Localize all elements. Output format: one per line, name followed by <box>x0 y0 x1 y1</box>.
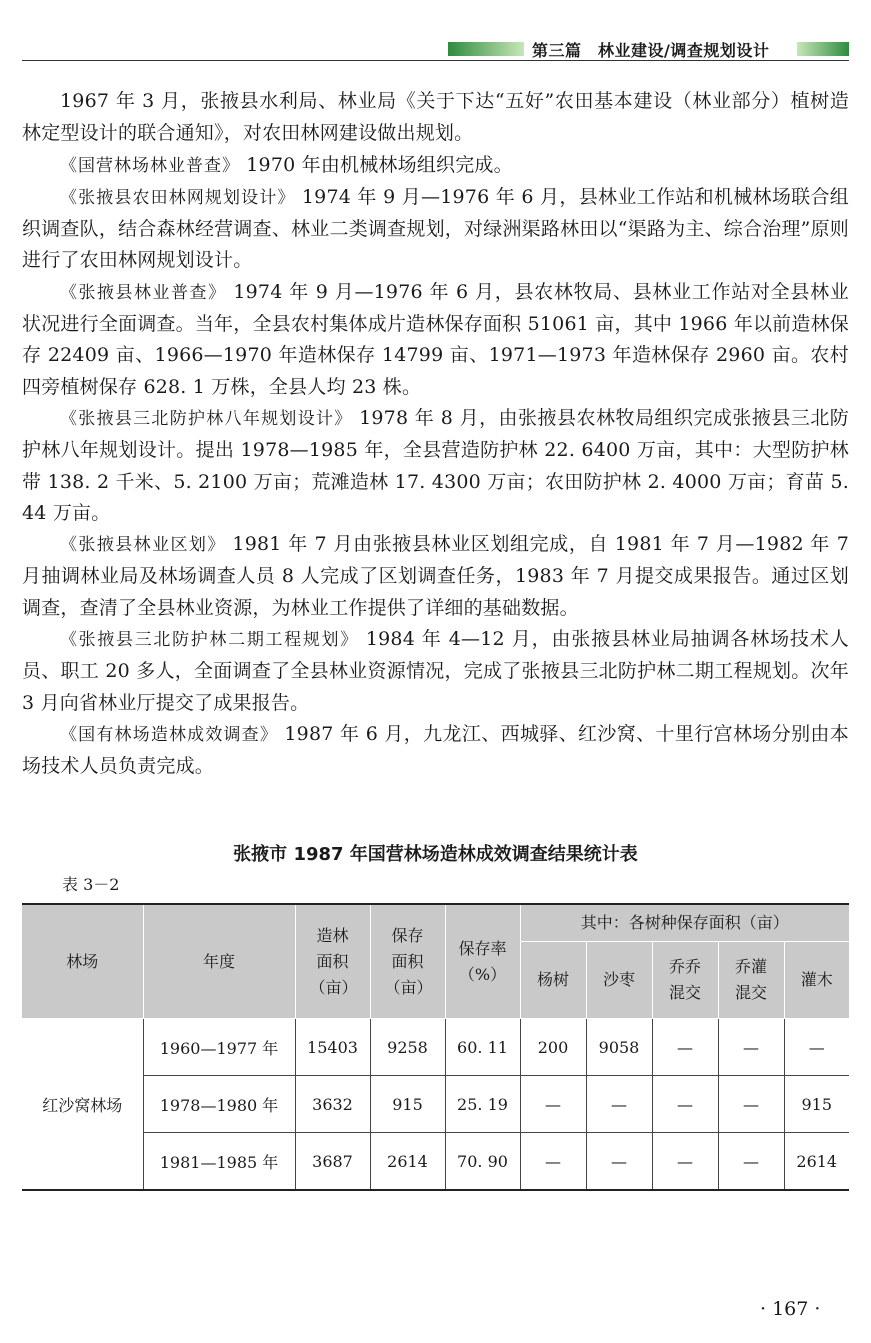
paragraph-title: 《张掖县三北防护林八年规划设计》 <box>60 408 353 429</box>
header-species-group: 其中：各树种保存面积（亩） <box>520 904 849 942</box>
cell-afforest: 3632 <box>295 1076 370 1133</box>
paragraph-text: 1970 年由机械林场组织完成。 <box>240 153 513 176</box>
header-rule <box>22 60 849 61</box>
cell-species: — <box>520 1133 586 1191</box>
cell-year: 1981—1985 年 <box>143 1133 295 1191</box>
header-title: 第三篇 林业建设/调查规划设计 <box>532 41 770 60</box>
header-bar-left <box>448 42 524 56</box>
page-number: · 167 · <box>760 1298 821 1320</box>
header-species: 灌木 <box>784 942 849 1019</box>
cell-rate: 25. 19 <box>445 1076 520 1133</box>
page-header <box>22 38 849 62</box>
paragraph-text: 1978 年 8 月，由张掖县农林牧局组织完成张掖县三北防护林八年规划设计。提出 1978—1985 年，全县营造防护林 22. 6400 万亩，其中：大型防护林带 138. 2 千米、5. 2100 万亩；荒滩造林 17. 4300 万亩；农田防护林 2. 4000 万亩；育苗 5. 44 万亩。 <box>22 406 849 524</box>
paragraph-text: 1984 年 4—12 月，由张掖县林业局抽调各林场技术人员、职工 20 多人，全面调查了全县林业资源情况，完成了张掖县三北防护林二期工程规划。次年 3 月向省林业厅提交了成果报告。 <box>22 628 849 714</box>
cell-rate: 60. 11 <box>445 1019 520 1076</box>
table-row <box>22 1019 849 1076</box>
cell-species: — <box>718 1076 784 1133</box>
paragraph-text: 1967 年 3 月，张掖县水利局、林业局《关于下达“五好”农田基本建设（林业部分）植树造林定型设计的联合通知》，对农田林网建设做出规划。 <box>22 90 849 145</box>
header-year: 年度 <box>143 904 295 1019</box>
paragraph <box>22 529 849 624</box>
paragraph-text: 1987 年 6 月，九龙江、西城驿、红沙窝、十里行宫林场分别由本场技术人员负责完成。 <box>22 722 850 778</box>
paragraph-text: 1974 年 9 月—1976 年 6 月，县林业工作站和机械林场联合组织调查队，结合森林经营调查、林业二类调查规划，对绿洲渠路林田以“渠路为主、综合治理”原则进行了农田林网规划设计。 <box>22 185 850 272</box>
header-rate: 保存率（%） <box>445 904 520 1019</box>
paragraph-title: 《张掖县三北防护林二期工程规划》 <box>60 630 359 651</box>
header-preserve-area: 保存面积（亩） <box>370 904 445 1019</box>
header-species: 乔乔混交 <box>652 942 718 1019</box>
header-species: 沙枣 <box>586 942 652 1019</box>
paragraph-text: 1974 年 9 月—1976 年 6 月，县农林牧局、县林业工作站对全县林业状况进行全面调查。当年，全县农村集体成片造林保存面积 51061 亩，其中 1966 年以前造林保存 22409 亩、1966—1970 年造林保存 14799 亩、1971—1973 年造林保存 2960 亩。农村四旁植树保存 628. 1 万株，全县人均 23 株。 <box>22 280 850 398</box>
cell-year: 1960—1977 年 <box>143 1019 295 1076</box>
cell-preserve: 2614 <box>370 1133 445 1191</box>
table-row <box>22 1076 849 1133</box>
header-bar-right <box>797 42 849 56</box>
cell-afforest: 3687 <box>295 1133 370 1191</box>
cell-preserve: 915 <box>370 1076 445 1133</box>
header-species: 乔灌混交 <box>718 942 784 1019</box>
cell-species: — <box>718 1019 784 1076</box>
cell-year: 1978—1980 年 <box>143 1076 295 1133</box>
table-row <box>22 1133 849 1191</box>
cell-species: — <box>586 1076 652 1133</box>
farm-name: 红沙窝林场 <box>22 1019 143 1191</box>
cell-rate: 70. 90 <box>445 1133 520 1191</box>
cell-species: — <box>652 1019 718 1076</box>
header-farm: 林场 <box>22 904 143 1019</box>
cell-species: — <box>520 1076 586 1133</box>
table-number: 表 3－2 <box>62 875 120 894</box>
paragraph-title: 《张掖县农田林网规划设计》 <box>60 187 296 208</box>
paragraph <box>22 150 849 182</box>
table-title: 张掖市 1987 年国营林场造林成效调查结果统计表 <box>233 844 638 865</box>
paragraph-title: 《张掖县林业普查》 <box>60 282 227 303</box>
cell-species: 915 <box>784 1076 849 1133</box>
paragraph <box>22 403 849 529</box>
stats-table <box>22 903 849 1191</box>
paragraph <box>22 624 849 719</box>
cell-species: — <box>652 1076 718 1133</box>
cell-species: 9058 <box>586 1019 652 1076</box>
body-text <box>22 86 849 783</box>
paragraph-title: 《国有林场造林成效调查》 <box>60 724 278 745</box>
paragraph <box>22 86 849 150</box>
paragraph <box>22 182 849 277</box>
paragraph <box>22 719 849 783</box>
cell-species: 200 <box>520 1019 586 1076</box>
cell-afforest: 15403 <box>295 1019 370 1076</box>
paragraph-text: 1981 年 7 月由张掖县林业区划组完成，自 1981 年 7 月—1982 年 7 月抽调林业局及林场调查人员 8 人完成了区划调查任务，1983 年 7 月提交成果报告。通过区划调查，查清了全县林业资源，为林业工作提供了详细的基础数据。 <box>22 533 849 619</box>
cell-preserve: 9258 <box>370 1019 445 1076</box>
paragraph-title: 《张掖县林业区划》 <box>60 535 226 556</box>
cell-species: — <box>718 1133 784 1191</box>
cell-species: 2614 <box>784 1133 849 1191</box>
paragraph <box>22 277 849 403</box>
header-species: 杨树 <box>520 942 586 1019</box>
cell-species: — <box>784 1019 849 1076</box>
cell-species: — <box>586 1133 652 1191</box>
header-afforest-area: 造林面积（亩） <box>295 904 370 1019</box>
paragraph-title: 《国营林场林业普查》 <box>60 155 240 176</box>
cell-species: — <box>652 1133 718 1191</box>
